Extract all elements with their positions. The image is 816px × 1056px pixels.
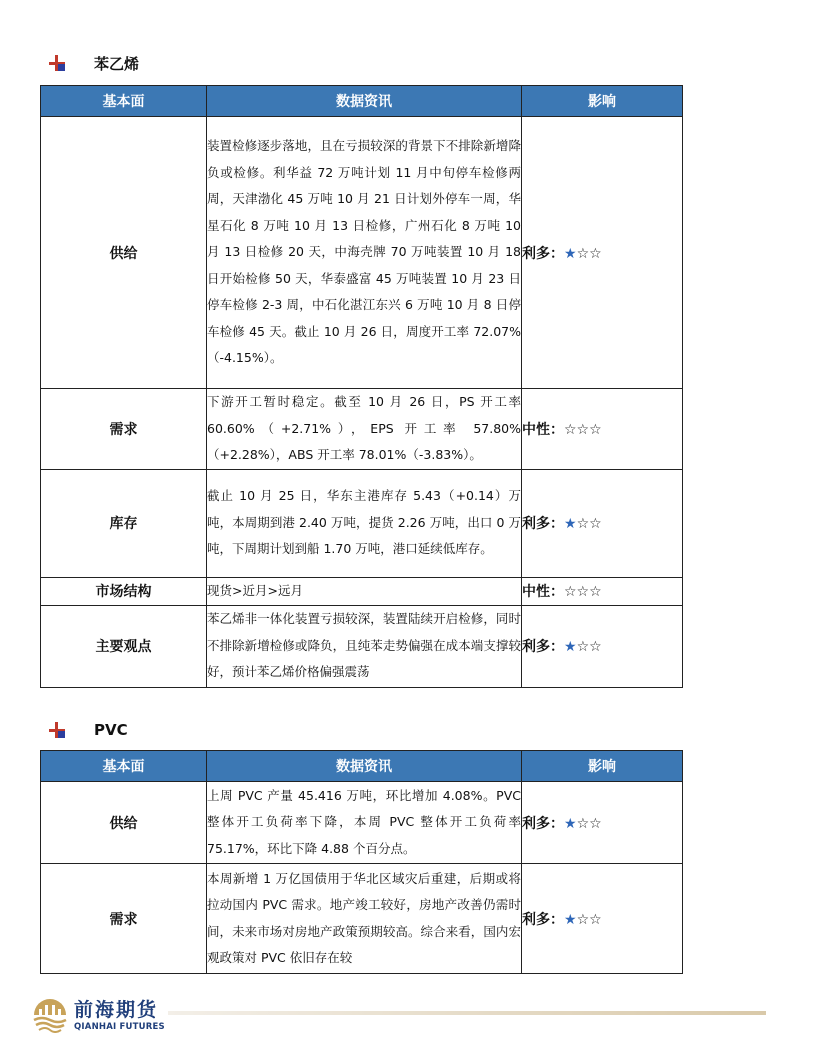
star-filled-icon: ★ (564, 516, 577, 532)
row-info: 下游开工暂时稳定。截至 10 月 26 日，PS 开工率 60.60%（+2.71%），EPS 开工率 57.80%（+2.28%），ABS 开工率 78.01%（-3.83%）。 (207, 389, 522, 470)
row-impact (522, 117, 683, 389)
row-category: 供给 (41, 117, 207, 389)
impact-label: 中性： (522, 421, 564, 438)
row-category: 主要观点 (41, 605, 207, 687)
qianhai-logo-icon (30, 993, 70, 1033)
row-impact (522, 389, 683, 470)
brand-name-en: QIANHAI FUTURES (74, 1021, 165, 1032)
table-row (41, 864, 683, 974)
row-category: 需求 (41, 864, 207, 974)
table-row (41, 605, 683, 687)
column-header: 影响 (522, 86, 683, 117)
section-bullet-icon (48, 54, 66, 72)
star-filled-icon: ★ (564, 815, 577, 832)
row-impact (522, 605, 683, 687)
star-filled-icon: ★ (564, 911, 577, 928)
star-empty-icon: ☆☆ (576, 815, 602, 832)
row-impact (522, 782, 683, 864)
impact-label: 中性： (522, 584, 564, 600)
column-header: 数据资讯 (207, 86, 522, 117)
table-row (41, 389, 683, 470)
table-row (41, 577, 683, 605)
column-header: 基本面 (41, 86, 207, 117)
table-header-row (41, 751, 683, 782)
table-row (41, 117, 683, 389)
row-info: 装置检修逐步落地，且在亏损较深的背景下不排除新增降负或检修。利华益 72 万吨计划 11 月中旬停车检修两周，天津渤化 45 万吨 10 月 21 日计划外停车一周，华星石化 8 万吨 10 月 13 日检修，广州石化 8 万吨 10 月 13 日检修 20 天，中海壳牌 70 万吨装置 10 月 18 日开始检修 50 天，华泰盛富 45 万吨装置 10 月 23 日停车检修 2-3 周，中石化湛江东兴 6 万吨 10 月 8 日停车检修 45 天。截止 10 月 26 日，周度开工率 72.07%（-4.15%）。 (207, 117, 522, 389)
footer-logo (30, 993, 165, 1033)
section-heading-pvc (48, 718, 128, 742)
table-row (41, 469, 683, 577)
row-category: 需求 (41, 389, 207, 470)
row-info: 本周新增 1 万亿国债用于华北区域灾后重建，后期或将拉动国内 PVC 需求。地产竣工较好，房地产改善仍需时间，未来市场对房地产政策预期较高。综合来看，国内宏观政策对 PVC 依旧存在较 (207, 864, 522, 974)
brand-name-cn: 前海期货 (74, 998, 159, 1021)
row-info: 苯乙烯非一体化装置亏损较深，装置陆续开启检修，同时不排除新增检修或降负，且纯苯走势偏强在成本端支撑较好，预计苯乙烯价格偏强震荡 (207, 605, 522, 687)
section-heading-styrene (48, 51, 139, 75)
row-info: 截止 10 月 25 日，华东主港库存 5.43（+0.14）万吨，本周期到港 2.40 万吨，提货 2.26 万吨，出口 0 万吨，下周期计划到船 1.70 万吨，港口延续低库存。 (207, 469, 522, 577)
row-impact (522, 577, 683, 605)
column-header: 基本面 (41, 751, 207, 782)
impact-label: 利多： (522, 815, 564, 832)
impact-label: 利多： (522, 516, 564, 532)
row-impact (522, 864, 683, 974)
table-header-row (41, 86, 683, 117)
star-filled-icon: ★ (564, 245, 577, 262)
impact-label: 利多： (522, 911, 564, 928)
row-info: 上周 PVC 产量 45.416 万吨，环比增加 4.08%。PVC 整体开工负荷率下降，本周 PVC 整体开工负荷率 75.17%，环比下降 4.88 个百分点。 (207, 782, 522, 864)
footer-divider (168, 1011, 766, 1015)
row-impact (522, 469, 683, 577)
impact-label: 利多： (522, 245, 564, 262)
styrene-table (40, 85, 683, 688)
star-empty-icon: ☆☆☆ (564, 584, 602, 600)
star-empty-icon: ☆☆ (576, 245, 602, 262)
impact-label: 利多： (522, 639, 564, 655)
star-empty-icon: ☆☆☆ (564, 421, 602, 438)
row-category: 库存 (41, 469, 207, 577)
column-header: 数据资讯 (207, 751, 522, 782)
star-empty-icon: ☆☆ (576, 911, 602, 928)
table-row (41, 782, 683, 864)
row-category: 供给 (41, 782, 207, 864)
row-category: 市场结构 (41, 577, 207, 605)
section-title: 苯乙烯 (94, 54, 140, 73)
star-empty-icon: ☆☆ (576, 639, 602, 655)
star-filled-icon: ★ (564, 639, 577, 655)
pvc-table (40, 750, 683, 974)
row-info: 现货>近月>远月 (207, 577, 522, 605)
column-header: 影响 (522, 751, 683, 782)
star-empty-icon: ☆☆ (576, 516, 602, 532)
section-bullet-icon (48, 721, 66, 739)
section-title: PVC (94, 721, 128, 739)
